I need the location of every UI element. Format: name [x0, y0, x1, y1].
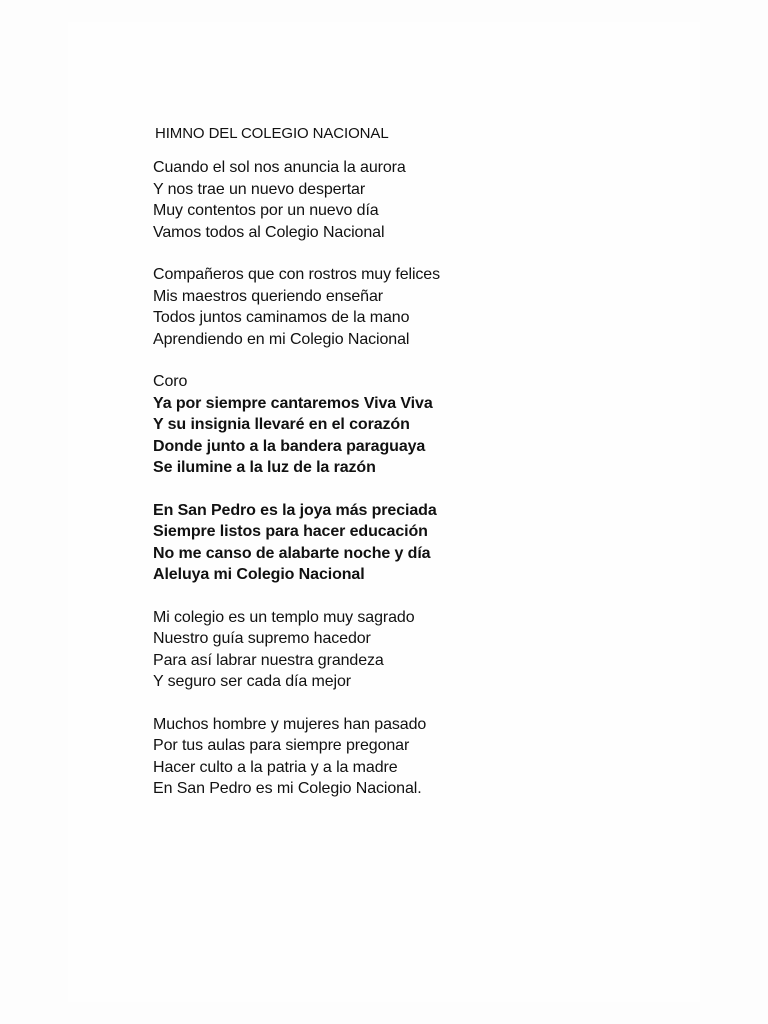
verse-line: Muchos hombre y mujeres han pasado — [153, 715, 427, 733]
chorus-label: Coro — [153, 373, 188, 390]
verse-line: Aprendiendo en mi Colegio Nacional — [153, 330, 410, 348]
stanza-3 — [153, 607, 440, 693]
verse-line: Hacer culto a la patria y a la madre — [153, 758, 398, 776]
verse-line: Cuando el sol nos anuncia la aurora — [153, 159, 406, 176]
verse-line: Todos juntos caminamos de la mano — [153, 309, 410, 326]
stanza-chorus-2 — [153, 500, 440, 586]
verse-line: Compañeros que con rostros muy felices — [153, 266, 440, 283]
hymn-text — [153, 124, 440, 821]
chorus-line: No me canso de alabarte noche y día — [153, 544, 431, 562]
verse-line: Nuestro guía supremo hacedor — [153, 630, 371, 647]
verse-line: Y seguro ser cada día mejor — [153, 673, 352, 690]
chorus-line: En San Pedro es la joya más preciada — [153, 501, 437, 519]
verse-line: Vamos todos al Colegio Nacional — [153, 223, 385, 241]
stanza-2 — [153, 264, 440, 350]
verse-line: Mi colegio es un templo muy sagrado — [153, 608, 415, 626]
chorus-line: Se ilumine a la luz de la razón — [153, 459, 376, 476]
stanza-1 — [153, 157, 440, 243]
chorus-line: Siempre listos para hacer educación — [153, 523, 428, 540]
verse-line: En San Pedro es mi Colegio Nacional. — [153, 780, 422, 797]
verse-line: Mis maestros queriendo enseñar — [153, 287, 384, 305]
chorus-line: Ya por siempre cantaremos Viva Viva — [153, 394, 433, 412]
chorus-line: Y su insignia llevaré en el corazón — [153, 416, 410, 433]
verse-line: Muy contentos por un nuevo día — [153, 202, 379, 219]
stanza-chorus — [153, 371, 440, 479]
verse-line: Para así labrar nuestra grandeza — [153, 651, 384, 669]
chorus-line: Donde junto a la bandera paraguaya — [153, 437, 426, 455]
hymn-title: HIMNO DEL COLEGIO NACIONAL — [155, 125, 389, 142]
stanza-4 — [153, 714, 440, 800]
verse-line: Por tus aulas para siempre pregonar — [153, 737, 410, 754]
verse-line: Y nos trae un nuevo despertar — [153, 180, 366, 198]
chorus-line: Aleluya mi Colegio Nacional — [153, 566, 365, 583]
